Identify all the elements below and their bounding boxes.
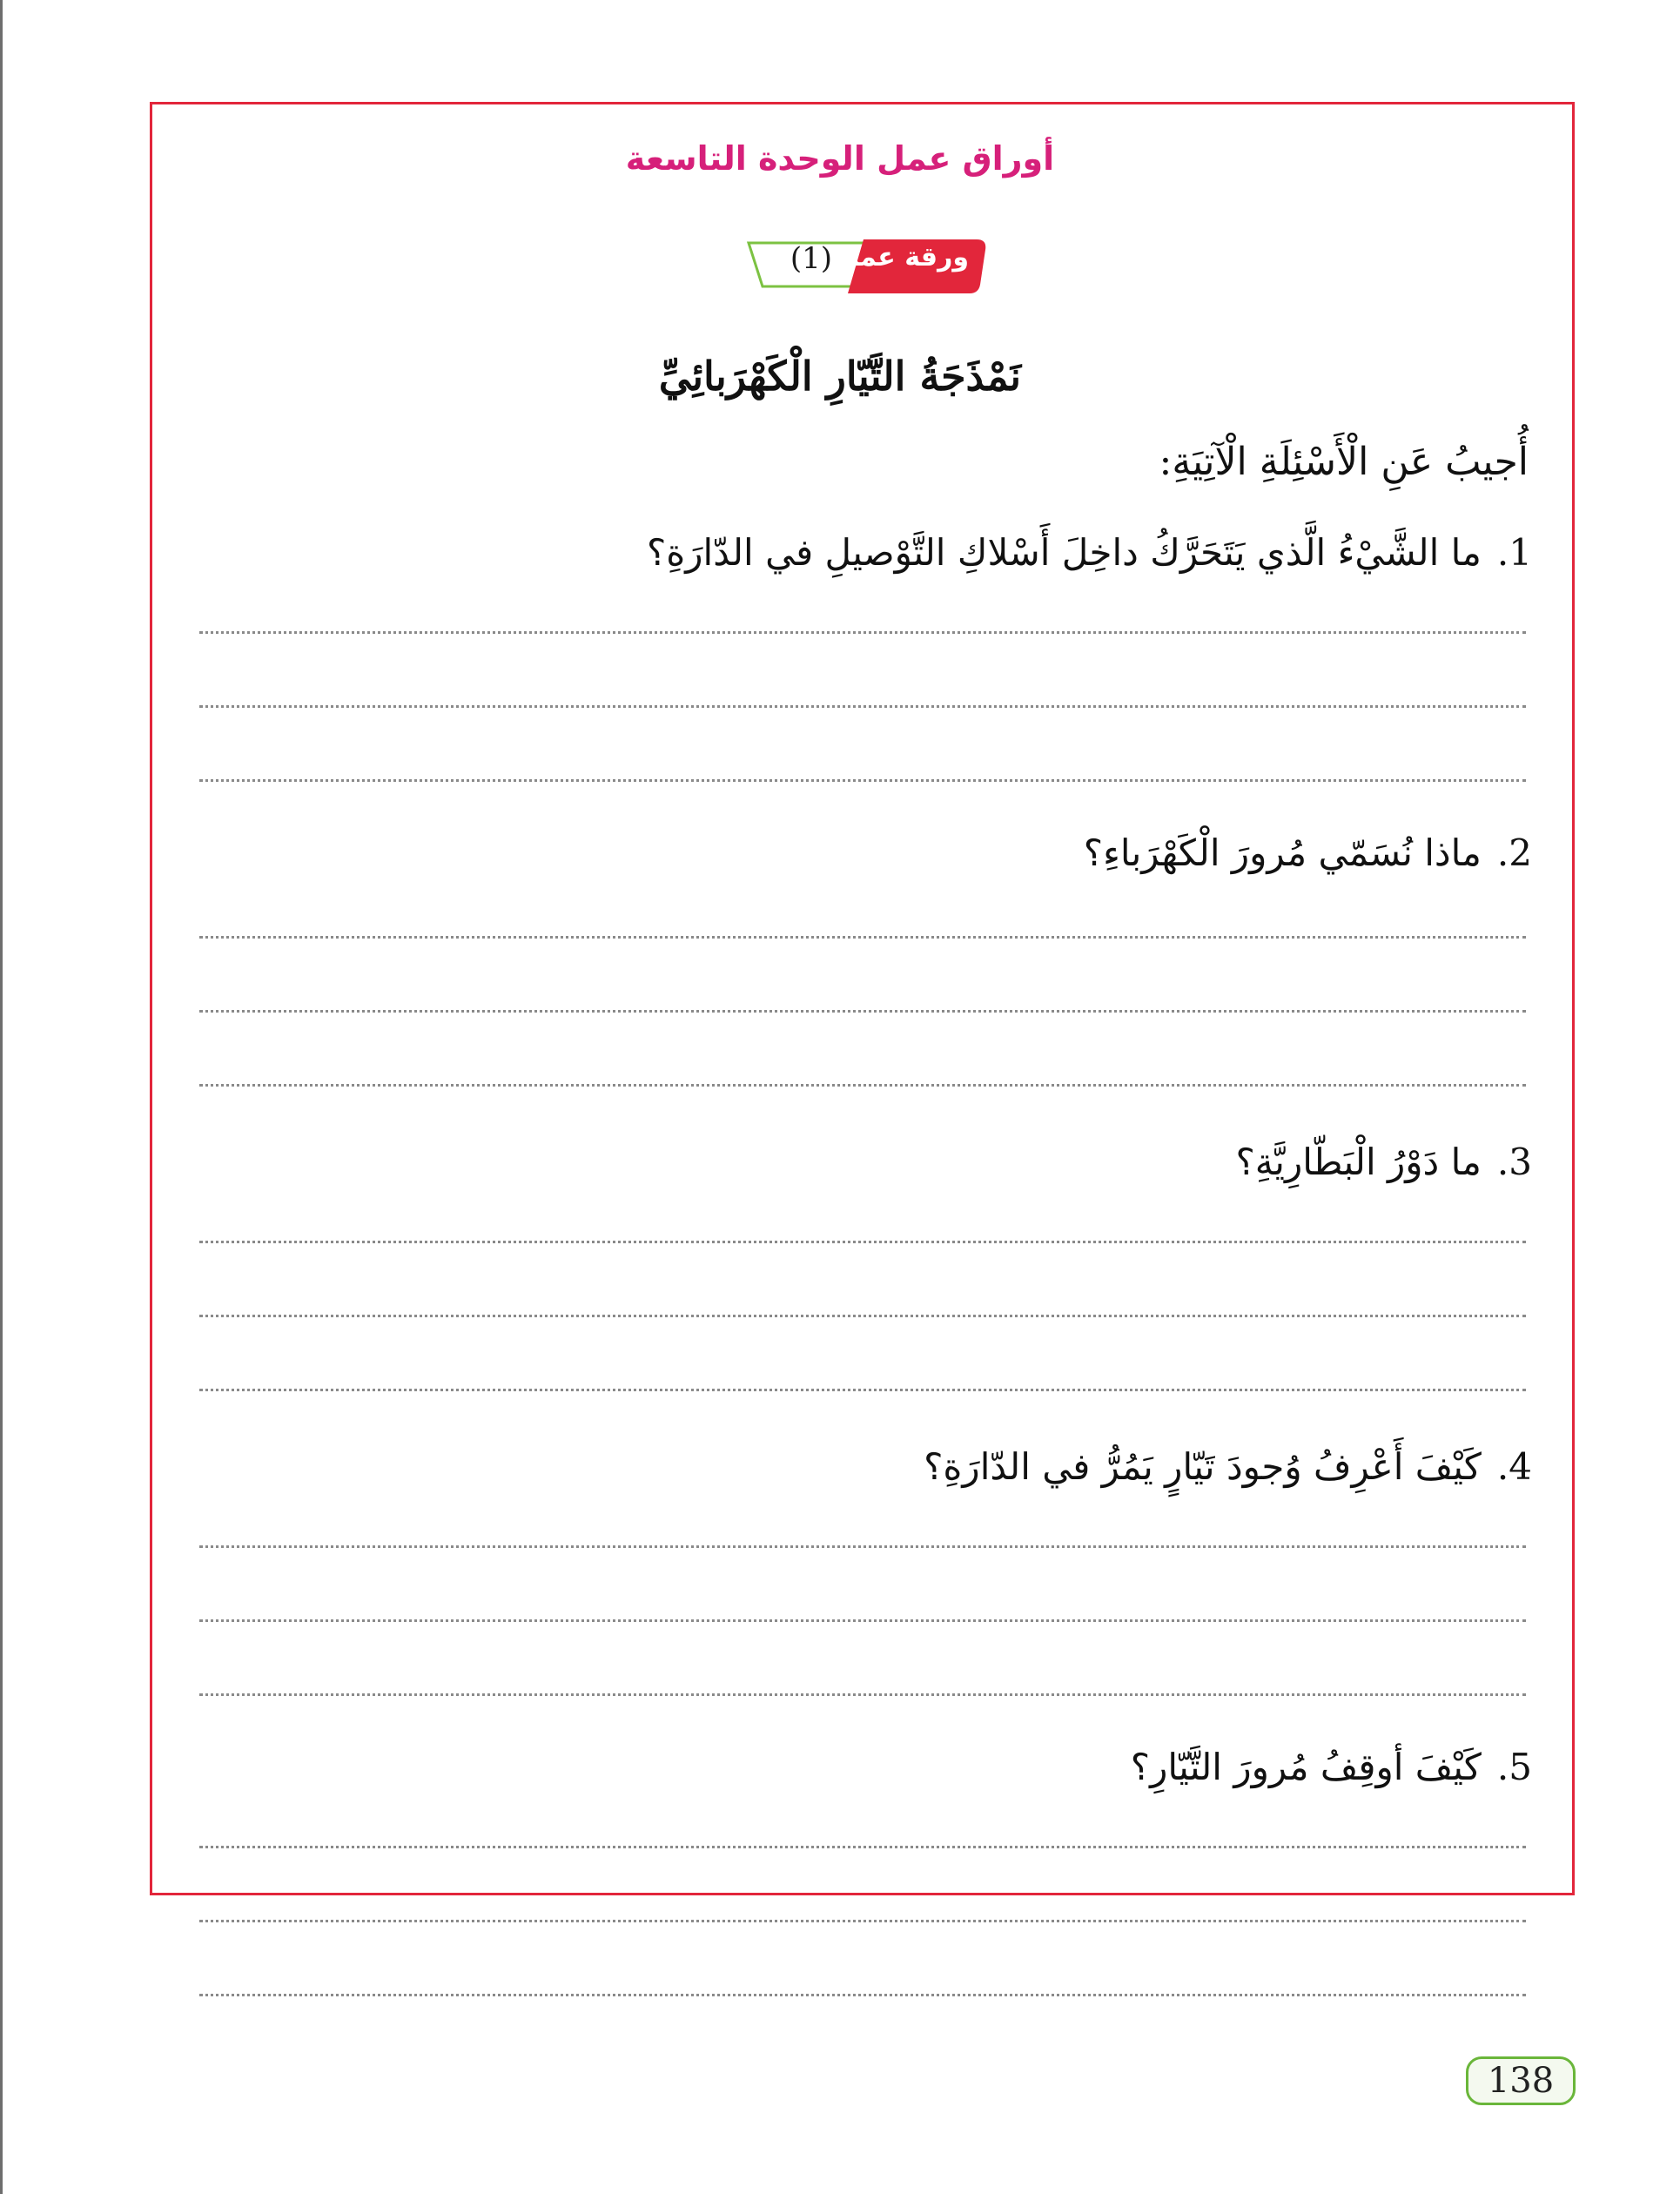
question-text: ما الشَّيْءُ الَّذي يَتَحَرَّكُ داخِلَ أَسْلاكِ التَّوْصيلِ في الدّارَةِ؟ (646, 531, 1482, 574)
question-number: 3. (1496, 1141, 1532, 1183)
answer-line[interactable] (199, 1389, 1526, 1391)
answer-line[interactable] (199, 1010, 1526, 1013)
worksheet-number: (1) (790, 241, 833, 276)
question-4 (924, 1445, 1532, 1488)
answer-line[interactable] (199, 936, 1526, 939)
question-5 (1131, 1746, 1532, 1788)
answer-line[interactable] (199, 1545, 1526, 1548)
question-2 (1084, 831, 1532, 874)
question-3 (1235, 1141, 1532, 1183)
answer-line[interactable] (199, 779, 1526, 782)
question-number: 2. (1496, 831, 1532, 874)
question-number: 5. (1496, 1746, 1532, 1788)
question-text: كَيْفَ أَعْرِفُ وُجودَ تَيّارٍ يَمُرُّ في الدّارَةِ؟ (924, 1445, 1482, 1488)
page-number: 138 (1466, 2056, 1576, 2105)
answer-line[interactable] (199, 631, 1526, 634)
answer-line[interactable] (199, 1619, 1526, 1622)
instruction-text: أُجيبُ عَنِ الْأَسْئِلَةِ الْآتِيَةِ: (1159, 440, 1529, 484)
lesson-title: نَمْذَجَةُ التَّيّارِ الْكَهْرَبائِيِّ (658, 353, 1022, 400)
question-text: كَيْفَ أوقِفُ مُرورَ التَّيّارِ؟ (1130, 1746, 1482, 1788)
answer-line[interactable] (199, 1920, 1526, 1922)
answer-line[interactable] (199, 705, 1526, 708)
answer-line[interactable] (199, 1994, 1526, 1996)
answer-line[interactable] (199, 1241, 1526, 1243)
worksheet-label: ورقة عمل (837, 242, 969, 273)
question-text: ماذا نُسَمّي مُرورَ الْكَهْرَباءِ؟ (1083, 831, 1482, 874)
answer-line[interactable] (199, 1084, 1526, 1087)
worksheet-badge (742, 231, 990, 300)
question-1 (647, 531, 1532, 574)
question-number: 4. (1496, 1445, 1532, 1488)
question-number: 1. (1496, 531, 1532, 574)
question-text: ما دَوْرُ الْبَطّارِيَّةِ؟ (1235, 1141, 1482, 1183)
answer-line[interactable] (199, 1846, 1526, 1848)
answer-line[interactable] (199, 1693, 1526, 1696)
answer-line[interactable] (199, 1315, 1526, 1317)
unit-title: أوراق عمل الوحدة التاسعة (625, 139, 1055, 178)
page-edge (0, 0, 3, 2194)
